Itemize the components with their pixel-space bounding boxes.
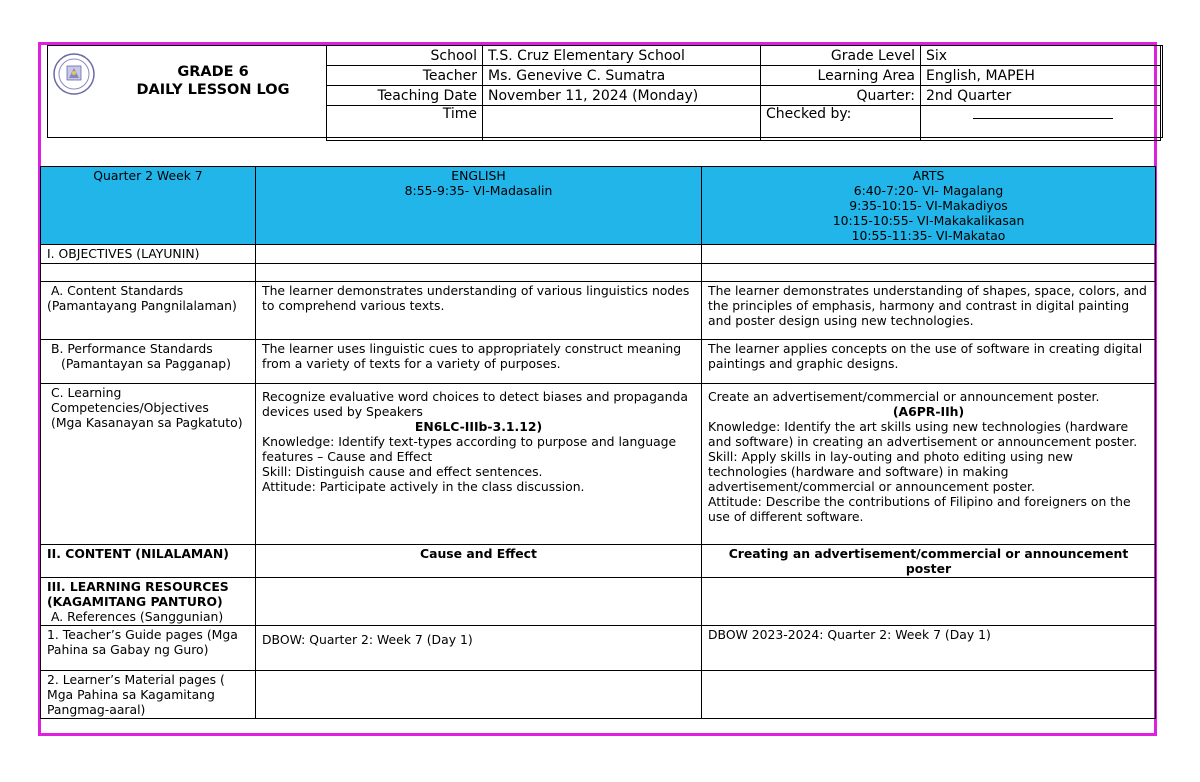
title-dll: DAILY LESSON LOG	[136, 82, 290, 98]
time-label: Time	[327, 106, 483, 141]
teaching-date-value: November 11, 2024 (Monday)	[483, 86, 761, 106]
resources-row	[41, 578, 1156, 626]
table-header-row	[41, 167, 1156, 245]
competency-arts-main: Create an advertisement/commercial or announcement poster.	[708, 389, 1100, 404]
performance-standards-arts: The learner applies concepts on the use of software in creating digital paintings and graphic designs.	[702, 340, 1156, 384]
competency-english-knowledge: Knowledge: Identify text-types according to purpose and language features – Cause and Effect	[262, 434, 677, 464]
competency-arts-skill: Skill: Apply skills in lay-outing and photo editing using new technologies (hardware and software) in making advertisement/commercial or announcement poster.	[708, 449, 1074, 494]
arts-title: ARTS	[912, 168, 945, 183]
signature-line	[973, 109, 1113, 119]
deped-seal-icon	[52, 52, 96, 96]
teacher-label: Teacher	[327, 66, 483, 86]
content-standards-label	[41, 282, 256, 340]
checked-by-label: Checked by:	[761, 106, 921, 141]
competency-arts-attitude: Attitude: Describe the contributions of Filipino and foreigners on the use of different software.	[708, 494, 1131, 524]
english-header-cell	[256, 167, 702, 245]
school-label: School	[327, 46, 483, 66]
performance-standards-english: The learner uses linguistic cues to appropriately construct meaning from a variety of texts for a variety of purposes.	[256, 340, 702, 384]
objectives-row	[41, 245, 1156, 264]
grade-level-value: Six	[921, 46, 1161, 66]
content-arts: Creating an advertisement/commercial or announcement poster	[702, 545, 1156, 578]
teaching-date-label: Teaching Date	[327, 86, 483, 106]
teachers-guide-label: 1. Teacher’s Guide pages (Mga Pahina sa Gabay ng Guro)	[41, 626, 256, 671]
document-title	[100, 63, 326, 99]
performance-standards-title: B. Performance Standards	[51, 341, 213, 356]
learners-material-row	[41, 671, 1156, 719]
learning-area-value: English, MAPEH	[921, 66, 1161, 86]
school-value: T.S. Cruz Elementary School	[483, 46, 761, 66]
quarter-value: 2nd Quarter	[921, 86, 1161, 106]
competency-english-main: Recognize evaluative word choices to detect biases and propaganda devices used by Speakers	[262, 389, 688, 419]
arts-schedule-3: 10:15-10:55- VI-Makakalikasan	[832, 213, 1025, 228]
learners-material-english	[256, 671, 702, 719]
competencies-row	[41, 384, 1156, 545]
content-row	[41, 545, 1156, 578]
performance-standards-subtitle: (Pamantayan sa Pagganap)	[61, 356, 231, 371]
competencies-english	[256, 384, 702, 545]
competencies-label	[41, 384, 256, 545]
content-standards-subtitle: (Pamantayang Pangnilalaman)	[47, 298, 237, 313]
content-standards-row	[41, 282, 1156, 340]
teachers-guide-row	[41, 626, 1156, 671]
content-standards-title: A. Content Standards	[51, 283, 184, 298]
learning-area-label: Learning Area	[761, 66, 921, 86]
resources-title: III. LEARNING RESOURCES	[47, 579, 229, 594]
resources-label	[41, 578, 256, 626]
teacher-value: Ms. Genevive C. Sumatra	[483, 66, 761, 86]
competency-english-skill: Skill: Distinguish cause and effect sentences.	[262, 464, 543, 479]
objectives-label: I. OBJECTIVES (LAYUNIN)	[41, 245, 256, 264]
performance-standards-row	[41, 340, 1156, 384]
arts-schedule-2: 9:35-10:15- VI-Makadiyos	[849, 198, 1008, 213]
content-english: Cause and Effect	[256, 545, 702, 578]
english-schedule: 8:55-9:35- VI-Madasalin	[404, 183, 553, 198]
arts-header-cell	[702, 167, 1156, 245]
objectives-english	[256, 245, 702, 264]
competencies-subtitle: (Mga Kasanayan sa Pagkatuto)	[51, 415, 243, 430]
quarter-label: Quarter:	[761, 86, 921, 106]
english-title: ENGLISH	[451, 168, 506, 183]
resources-subtitle: (KAGAMITANG PANTURO)	[47, 594, 223, 609]
checked-by-signature	[921, 106, 1161, 141]
learners-material-arts	[702, 671, 1156, 719]
content-label: II. CONTENT (NILALAMAN)	[41, 545, 256, 578]
resources-english	[256, 578, 702, 626]
references-label: A. References (Sanggunian)	[51, 609, 224, 624]
title-grade: GRADE 6	[177, 64, 249, 80]
grade-level-label: Grade Level	[761, 46, 921, 66]
learners-material-label: 2. Learner’s Material pages ( Mga Pahina sa Kagamitang Pangmag-aaral)	[41, 671, 256, 719]
arts-schedule-1: 6:40-7:20- VI- Magalang	[853, 183, 1004, 198]
competency-arts-code: (A6PR-IIh)	[892, 404, 965, 419]
time-value	[483, 106, 761, 141]
competencies-title: C. Learning Competencies/Objectives	[51, 385, 209, 415]
header-info-table	[326, 45, 1161, 141]
content-standards-arts: The learner demonstrates understanding of shapes, space, colors, and the principles of emphasis, harmony and contrast in digital painting and poster design using new technologies.	[702, 282, 1156, 340]
performance-standards-label	[41, 340, 256, 384]
content-standards-english: The learner demonstrates understanding of various linguistics nodes to comprehend various texts.	[256, 282, 702, 340]
competency-english-attitude: Attitude: Participate actively in the class discussion.	[262, 479, 585, 494]
teachers-guide-arts: DBOW 2023-2024: Quarter 2: Week 7 (Day 1)	[702, 626, 1156, 671]
spacer-row	[41, 264, 1156, 282]
lesson-log-table	[40, 166, 1156, 719]
teachers-guide-english: DBOW: Quarter 2: Week 7 (Day 1)	[256, 626, 702, 671]
competency-english-code: EN6LC-IIIb-3.1.12)	[414, 419, 543, 434]
competency-arts-knowledge: Knowledge: Identify the art skills using new technologies (hardware and software) in creating an advertisement or announcement poster.	[708, 419, 1138, 449]
quarter-week-cell: Quarter 2 Week 7	[41, 167, 256, 245]
competencies-arts	[702, 384, 1156, 545]
resources-arts	[702, 578, 1156, 626]
arts-schedule-4: 10:55-11:35- VI-Makatao	[851, 228, 1006, 243]
objectives-arts	[702, 245, 1156, 264]
